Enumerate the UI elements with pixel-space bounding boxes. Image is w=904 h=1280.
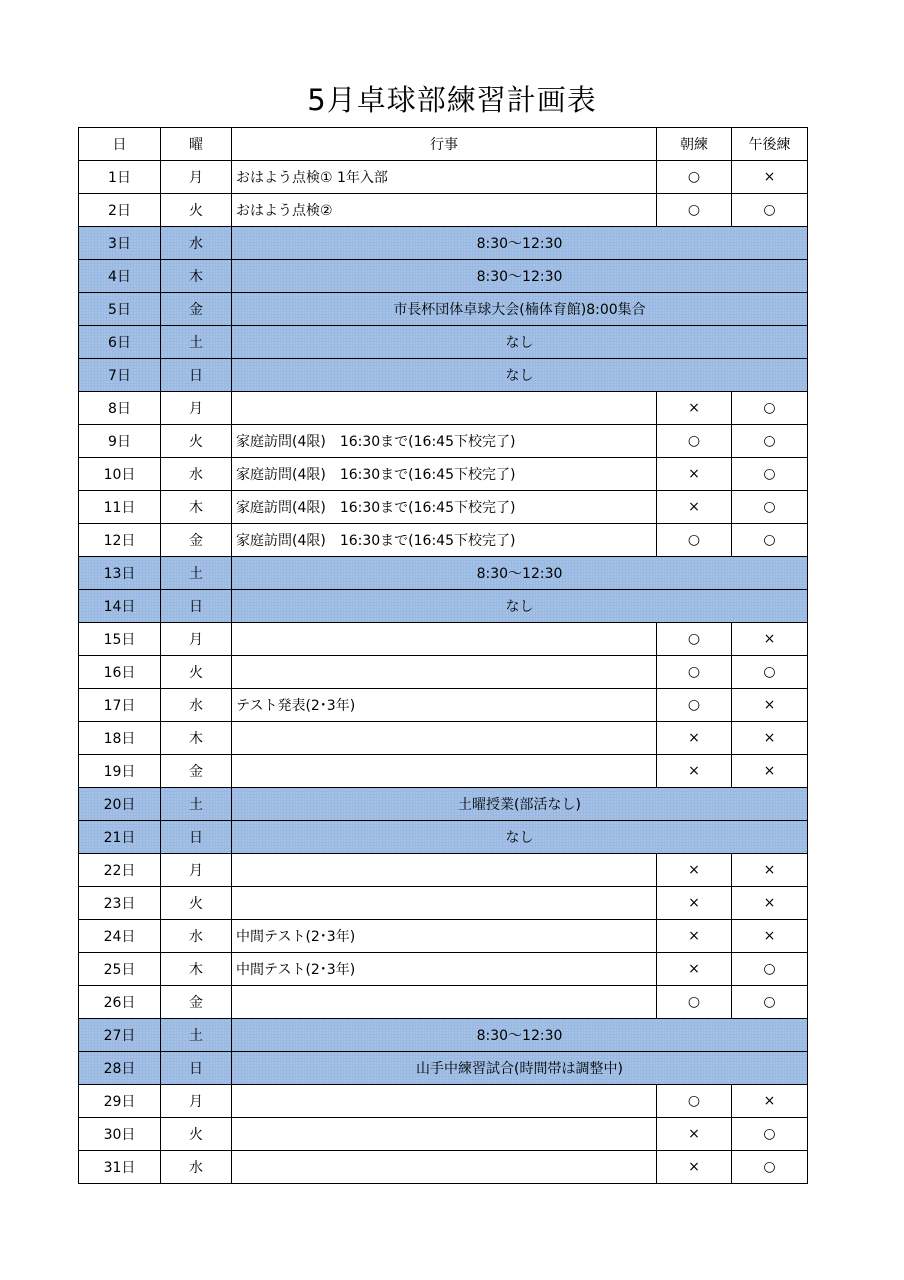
weekday-cell: 月 (161, 623, 232, 656)
day-cell: 29日 (79, 1085, 161, 1118)
afternoon-practice-cell: ○ (732, 953, 808, 986)
weekday-cell: 火 (161, 656, 232, 689)
table-row (79, 194, 808, 227)
weekday-cell: 木 (161, 953, 232, 986)
day-cell: 19日 (79, 755, 161, 788)
event-cell: 家庭訪問(4限) 16:30まで(16:45下校完了) (232, 491, 657, 524)
weekday-cell: 月 (161, 392, 232, 425)
morning-practice-cell: × (657, 854, 732, 887)
weekday-cell: 水 (161, 458, 232, 491)
header-row (79, 128, 808, 161)
morning-practice-cell: ○ (657, 161, 732, 194)
schedule-body (79, 161, 808, 1184)
event-cell (232, 986, 657, 1019)
day-cell: 22日 (79, 854, 161, 887)
weekday-cell: 水 (161, 227, 232, 260)
weekday-cell: 土 (161, 326, 232, 359)
day-cell: 31日 (79, 1151, 161, 1184)
afternoon-practice-cell: ○ (732, 491, 808, 524)
morning-practice-cell: × (657, 392, 732, 425)
day-cell: 20日 (79, 788, 161, 821)
morning-practice-cell: ○ (657, 623, 732, 656)
event-cell: テスト発表(2･3年) (232, 689, 657, 722)
event-cell: 土曜授業(部活なし) (232, 788, 808, 821)
morning-practice-cell: × (657, 887, 732, 920)
day-cell: 25日 (79, 953, 161, 986)
event-cell (232, 623, 657, 656)
event-cell: 8:30～12:30 (232, 1019, 808, 1052)
morning-practice-cell: × (657, 755, 732, 788)
afternoon-practice-cell: × (732, 161, 808, 194)
table-row (79, 359, 808, 392)
table-row (79, 326, 808, 359)
event-cell: 中間テスト(2･3年) (232, 953, 657, 986)
table-row (79, 227, 808, 260)
event-cell: 山手中練習試合(時間帯は調整中) (232, 1052, 808, 1085)
afternoon-practice-cell: ○ (732, 1151, 808, 1184)
header-weekday: 曜 (161, 128, 232, 161)
table-row (79, 755, 808, 788)
day-cell: 27日 (79, 1019, 161, 1052)
table-row (79, 458, 808, 491)
table-row (79, 788, 808, 821)
morning-practice-cell: ○ (657, 425, 732, 458)
event-cell: 市長杯団体卓球大会(楠体育館)8:00集合 (232, 293, 808, 326)
afternoon-practice-cell: × (732, 920, 808, 953)
morning-practice-cell: × (657, 458, 732, 491)
day-cell: 21日 (79, 821, 161, 854)
header-morning-practice: 朝練 (657, 128, 732, 161)
event-cell: 家庭訪問(4限) 16:30まで(16:45下校完了) (232, 425, 657, 458)
event-cell: 中間テスト(2･3年) (232, 920, 657, 953)
event-cell: おはよう点検② (232, 194, 657, 227)
morning-practice-cell: × (657, 491, 732, 524)
event-cell: 8:30～12:30 (232, 557, 808, 590)
weekday-cell: 金 (161, 755, 232, 788)
table-row (79, 953, 808, 986)
weekday-cell: 火 (161, 194, 232, 227)
table-row (79, 392, 808, 425)
day-cell: 7日 (79, 359, 161, 392)
afternoon-practice-cell: ○ (732, 986, 808, 1019)
day-cell: 8日 (79, 392, 161, 425)
weekday-cell: 金 (161, 524, 232, 557)
event-cell (232, 755, 657, 788)
event-cell: 家庭訪問(4限) 16:30まで(16:45下校完了) (232, 458, 657, 491)
weekday-cell: 金 (161, 986, 232, 1019)
morning-practice-cell: ○ (657, 194, 732, 227)
table-row (79, 1052, 808, 1085)
event-cell (232, 392, 657, 425)
table-row (79, 1085, 808, 1118)
morning-practice-cell: ○ (657, 689, 732, 722)
table-row (79, 689, 808, 722)
weekday-cell: 木 (161, 491, 232, 524)
morning-practice-cell: ○ (657, 656, 732, 689)
table-row (79, 821, 808, 854)
afternoon-practice-cell: ○ (732, 194, 808, 227)
morning-practice-cell: × (657, 1151, 732, 1184)
weekday-cell: 水 (161, 920, 232, 953)
weekday-cell: 木 (161, 260, 232, 293)
weekday-cell: 月 (161, 854, 232, 887)
morning-practice-cell: × (657, 953, 732, 986)
practice-schedule-table (78, 127, 808, 1184)
table-row (79, 656, 808, 689)
table-row (79, 1151, 808, 1184)
afternoon-practice-cell: ○ (732, 524, 808, 557)
day-cell: 10日 (79, 458, 161, 491)
morning-practice-cell: × (657, 1118, 732, 1151)
event-cell: 8:30～12:30 (232, 260, 808, 293)
table-row (79, 623, 808, 656)
event-cell: なし (232, 326, 808, 359)
event-cell (232, 1118, 657, 1151)
table-row (79, 854, 808, 887)
weekday-cell: 火 (161, 425, 232, 458)
day-cell: 30日 (79, 1118, 161, 1151)
afternoon-practice-cell: × (732, 722, 808, 755)
day-cell: 2日 (79, 194, 161, 227)
day-cell: 16日 (79, 656, 161, 689)
weekday-cell: 土 (161, 1019, 232, 1052)
afternoon-practice-cell: ○ (732, 425, 808, 458)
morning-practice-cell: ○ (657, 986, 732, 1019)
table-row (79, 590, 808, 623)
weekday-cell: 日 (161, 590, 232, 623)
weekday-cell: 土 (161, 557, 232, 590)
header-event: 行事 (232, 128, 657, 161)
day-cell: 14日 (79, 590, 161, 623)
event-cell: なし (232, 821, 808, 854)
morning-practice-cell: ○ (657, 524, 732, 557)
morning-practice-cell: × (657, 920, 732, 953)
day-cell: 13日 (79, 557, 161, 590)
table-row (79, 260, 808, 293)
weekday-cell: 水 (161, 689, 232, 722)
table-row (79, 1019, 808, 1052)
weekday-cell: 土 (161, 788, 232, 821)
afternoon-practice-cell: ○ (732, 656, 808, 689)
day-cell: 28日 (79, 1052, 161, 1085)
weekday-cell: 月 (161, 1085, 232, 1118)
afternoon-practice-cell: × (732, 755, 808, 788)
weekday-cell: 日 (161, 359, 232, 392)
weekday-cell: 火 (161, 1118, 232, 1151)
page-title: 5月卓球部練習計画表 (307, 83, 597, 117)
event-cell (232, 722, 657, 755)
table-row (79, 920, 808, 953)
afternoon-practice-cell: ○ (732, 1118, 808, 1151)
table-row (79, 524, 808, 557)
afternoon-practice-cell: × (732, 1085, 808, 1118)
table-row (79, 425, 808, 458)
day-cell: 23日 (79, 887, 161, 920)
event-cell: 8:30～12:30 (232, 227, 808, 260)
event-cell: 家庭訪問(4限) 16:30まで(16:45下校完了) (232, 524, 657, 557)
day-cell: 11日 (79, 491, 161, 524)
table-row (79, 557, 808, 590)
header-afternoon-practice: 午後練 (732, 128, 808, 161)
weekday-cell: 日 (161, 821, 232, 854)
table-row (79, 491, 808, 524)
table-row (79, 986, 808, 1019)
header-day: 日 (79, 128, 161, 161)
weekday-cell: 水 (161, 1151, 232, 1184)
event-cell: なし (232, 359, 808, 392)
weekday-cell: 木 (161, 722, 232, 755)
day-cell: 18日 (79, 722, 161, 755)
afternoon-practice-cell: × (732, 623, 808, 656)
day-cell: 17日 (79, 689, 161, 722)
morning-practice-cell: ○ (657, 1085, 732, 1118)
table-row (79, 722, 808, 755)
event-cell: なし (232, 590, 808, 623)
afternoon-practice-cell: × (732, 887, 808, 920)
day-cell: 6日 (79, 326, 161, 359)
event-cell: おはよう点検① 1年入部 (232, 161, 657, 194)
day-cell: 1日 (79, 161, 161, 194)
event-cell (232, 887, 657, 920)
day-cell: 26日 (79, 986, 161, 1019)
day-cell: 15日 (79, 623, 161, 656)
weekday-cell: 月 (161, 161, 232, 194)
afternoon-practice-cell: × (732, 689, 808, 722)
day-cell: 24日 (79, 920, 161, 953)
weekday-cell: 日 (161, 1052, 232, 1085)
event-cell (232, 1151, 657, 1184)
afternoon-practice-cell: ○ (732, 458, 808, 491)
afternoon-practice-cell: ○ (732, 392, 808, 425)
table-row (79, 161, 808, 194)
table-row (79, 293, 808, 326)
weekday-cell: 火 (161, 887, 232, 920)
day-cell: 3日 (79, 227, 161, 260)
day-cell: 12日 (79, 524, 161, 557)
event-cell (232, 1085, 657, 1118)
event-cell (232, 656, 657, 689)
event-cell (232, 854, 657, 887)
day-cell: 9日 (79, 425, 161, 458)
weekday-cell: 金 (161, 293, 232, 326)
day-cell: 4日 (79, 260, 161, 293)
day-cell: 5日 (79, 293, 161, 326)
afternoon-practice-cell: × (732, 854, 808, 887)
table-row (79, 887, 808, 920)
table-row (79, 1118, 808, 1151)
morning-practice-cell: × (657, 722, 732, 755)
